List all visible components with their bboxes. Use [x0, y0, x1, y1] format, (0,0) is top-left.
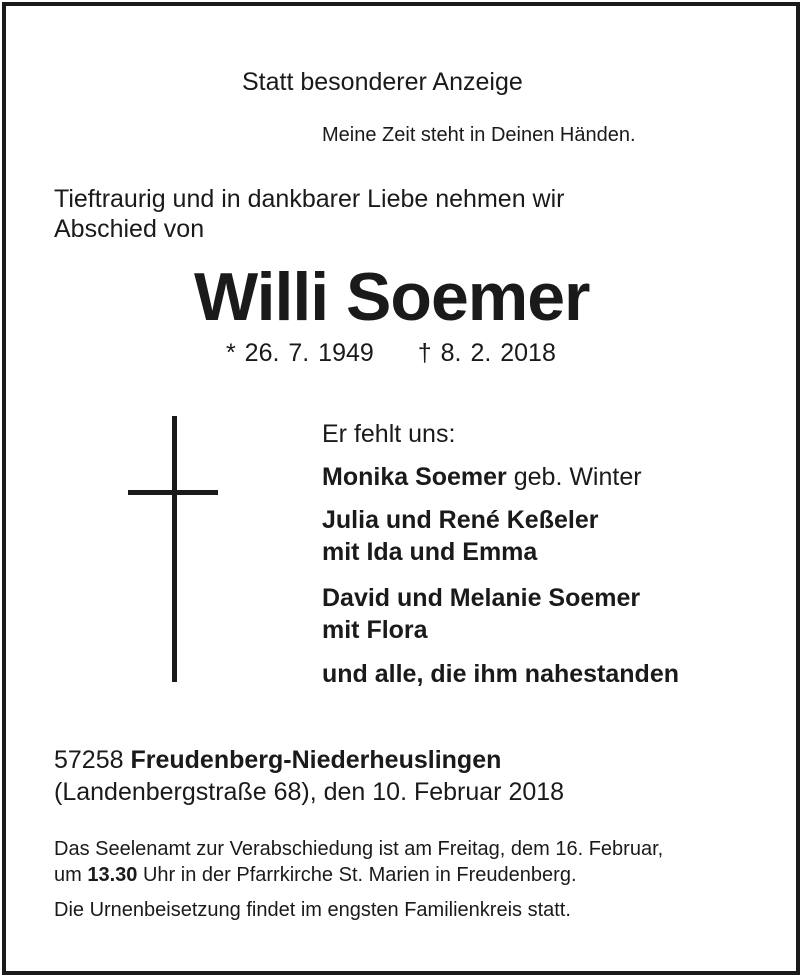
place-and-date — [54, 744, 564, 808]
family-2-line-2: mit Flora — [322, 616, 428, 644]
service-info — [54, 836, 663, 888]
service-location: Uhr in der Pfarrkirche St. Marien in Freudenberg. — [142, 864, 577, 886]
service-line-1: Das Seelenamt zur Verabschiedung ist am Freitag, dem 16. Februar, — [54, 838, 664, 860]
mourner-family-2 — [322, 582, 640, 646]
town-name: Freudenberg-Niederheuslingen — [130, 746, 502, 774]
spouse-maiden-name: geb. Winter — [513, 463, 642, 491]
intro-line-1: Tieftraurig und in dankbarer Liebe nehmen wir — [54, 185, 565, 213]
burial-info: Die Urnenbeisetzung findet im engsten Familienkreis statt. — [54, 899, 571, 921]
birth-date: * 26. 7. 1949 — [226, 339, 374, 367]
bible-verse: Meine Zeit steht in Deinen Händen. — [322, 124, 636, 146]
mourner-others: und alle, die ihm nahestanden — [322, 660, 680, 688]
death-date: † 8. 2. 2018 — [417, 339, 556, 367]
place-line — [54, 744, 564, 776]
service-time: 13.30 — [87, 864, 138, 886]
service-line-2 — [54, 862, 663, 888]
address-date-line: (Landenbergstraße 68), den 10. Februar 2018 — [54, 778, 565, 806]
intro-text — [54, 184, 564, 244]
mourners-heading: Er fehlt uns: — [322, 420, 456, 448]
postal-code: 57258 — [54, 746, 124, 774]
mourner-family-1 — [322, 504, 598, 568]
cross-icon — [172, 416, 177, 682]
family-1-line-1: Julia und René Keßeler — [322, 506, 599, 534]
obituary-notice — [2, 2, 800, 975]
spouse-name: Monika Soemer — [322, 463, 507, 491]
deceased-name: Willi Soemer — [194, 259, 590, 335]
intro-line-2: Abschied von — [54, 215, 205, 243]
life-dates — [226, 339, 556, 368]
family-1-line-2: mit Ida und Emma — [322, 538, 538, 566]
service-time-prefix: um — [54, 864, 82, 886]
mourner-spouse — [322, 461, 642, 493]
family-2-line-1: David und Melanie Soemer — [322, 584, 641, 612]
cross-icon-crossbar — [128, 490, 218, 495]
notice-heading: Statt besonderer Anzeige — [242, 68, 523, 96]
